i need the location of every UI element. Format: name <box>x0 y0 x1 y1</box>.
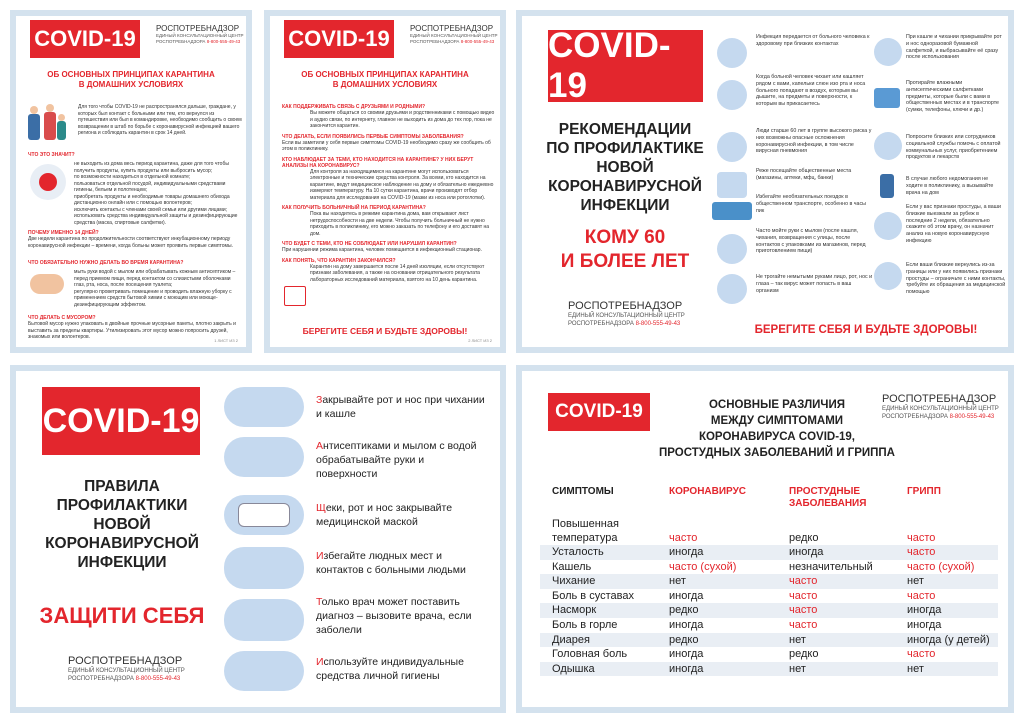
org-block <box>68 655 185 683</box>
cell-covid: иногда <box>669 546 704 558</box>
org-line: РОСПОТРЕБНАДЗОРА <box>410 39 460 44</box>
calendar-icon <box>717 172 747 198</box>
list-item: пользоваться отдельной посудой, индивидуальными средствами гигиены, бельем и полотенцем; <box>74 180 226 193</box>
cell-covid: часто <box>669 532 698 544</box>
org-line: РОСПОТРЕБНАДЗОРА <box>568 321 634 327</box>
face-touch-icon <box>717 274 747 304</box>
recommendation: В случае любого недомогания не ходите в поликлинику, а вызывайте врача на дом <box>906 176 994 196</box>
section-text: Две недели карантина по продолжительности соответствуют инкубационному периоду коронавирусной инфекции – времени, когда больны может проявить первые симптомы. <box>28 236 233 249</box>
cell-flu: часто <box>907 546 936 558</box>
title-line: ПРОФИЛАКТИКИ <box>56 497 188 514</box>
question: ЧТО ДЕЛАТЬ, ЕСЛИ ПОЯВИЛИСЬ ПЕРВЫЕ СИМПТОМЫ ЗАБОЛЕВАНИЯ? <box>282 133 464 140</box>
cell-cold: редко <box>789 648 819 661</box>
cell-flu: иногда <box>907 604 942 617</box>
org-block <box>882 393 999 421</box>
poster-quarantine-1 <box>10 10 252 353</box>
cell-cold: незначительный <box>789 560 873 573</box>
table-row <box>540 517 998 545</box>
title-line: ПРАВИЛА <box>84 478 160 495</box>
bus-icon <box>712 202 752 220</box>
header-cold-line: ПРОСТУДНЫЕ <box>789 486 861 497</box>
symptom-name: Кашель <box>552 560 592 573</box>
org-name: РОСПОТРЕБНАДЗОР <box>68 655 183 667</box>
cell-flu: часто (сухой) <box>907 560 975 573</box>
symptom-name: Одышка <box>552 662 595 675</box>
title-line: ОБ ОСНОВНЫХ ПРИНЦИПАХ КАРАНТИНА <box>301 70 469 79</box>
calendar-icon <box>284 286 306 306</box>
crowd-icon <box>224 547 304 589</box>
hand-illustration <box>30 274 64 294</box>
poster-title <box>270 70 500 90</box>
rule-text: спользуйте индивидуальные средства личной гигиены <box>316 656 464 682</box>
slogan: ЗАЩИТИ СЕБЯ <box>39 603 205 628</box>
rule-initial: И <box>316 656 324 668</box>
target-audience <box>536 226 714 274</box>
page-number: 1 ЛИСТ ИЗ 2 <box>214 338 238 343</box>
recommendation: Люди старше 60 лет в группе высокого риска у них возможны опасные осложнения коронавирусной инфекции, в том числе вирусная пневмония <box>756 128 872 155</box>
org-name: РОСПОТРЕБНАДЗОР <box>156 24 240 33</box>
question: ЧТО БУДЕТ С ТЕМИ, КТО НЕ СОБЛЮДАЕТ ИЛИ НАРУШИЛ КАРАНТИН? <box>282 241 457 247</box>
poster-title <box>26 477 218 572</box>
title-line: ИНФЕКЦИИ <box>77 554 167 571</box>
recommendations-right <box>906 34 1006 296</box>
recommendation: Протирайте влажными антисептическими салфетками предметы, которые были с вами в общественных местах и в транспорте (сумки, телефоны, ключи и др.) <box>906 80 1000 114</box>
table-row <box>540 603 998 618</box>
cell-covid: редко <box>669 633 699 646</box>
intro-text: Для того чтобы COVID-19 не распространялся дальше, граждане, у которых был контакт с больными или тем, кто вернулся из путешествия или был в командировке, необходимо сообщить о своем возвращении в штаб по борьбе с коронавирусной инфекцией вашего региона и соблюдать карантин в срок 14 дней. <box>78 104 242 136</box>
bag-icon <box>874 88 900 108</box>
recommendation: Если ваши близкие вернулись из-за границы или у них появились признаки простуды – ограничьте с ними контакты, требуйте их обращения за медицинской помощью <box>906 262 1006 296</box>
rule-text: акрывайте рот и нос при чихании и кашле <box>316 394 485 420</box>
answer: Вы можете общаться со своими друзьями и родственниками с помощью видео и аудио связи, по интернету, главное не выходить из дома до тех пор, пока не закончится карантин. <box>310 110 495 129</box>
rule-text: збегайте людных мест и контактов с больными людьми <box>316 550 466 576</box>
header-cold-line: ЗАБОЛЕВАНИЯ <box>789 498 867 509</box>
symptom-name: Насморк <box>552 604 597 617</box>
section-heading: ПОЧЕМУ ИМЕННО 14 ДНЕЙ? <box>28 230 99 236</box>
rule-item <box>316 439 486 481</box>
title-line: КОРОНАВИРУСНОЙ <box>45 535 199 552</box>
recommendation: Не трогайте немытыми руками лицо, рот, нос и глаза – так вирус может попасть в ваш организм <box>756 274 873 294</box>
cell-covid: редко <box>669 604 699 617</box>
answer: Карантин на дому завершается после 14 дней изоляции, если отсутствуют признаки заболевания, а также на основании отрицательного результата лабораторных исследований материала, взятого на 10 день карантина. <box>310 263 485 283</box>
cell-flu: часто <box>907 532 936 544</box>
org-phone: 8-800-555-49-43 <box>635 321 681 327</box>
covid-logo: COVID-19 <box>42 387 200 455</box>
rule-text: еки, рот и нос закрывайте медицинской маской <box>316 502 453 528</box>
covid-logo: COVID-19 <box>30 20 140 58</box>
cell-covid: иногда <box>669 589 704 602</box>
org-line: РОСПОТРЕБНАДЗОРА <box>882 414 948 420</box>
poster-quarantine-2 <box>264 10 506 353</box>
cell-cold: часто <box>789 575 818 588</box>
rules-list <box>74 161 242 226</box>
list-item: исключить контакты с членами своей семьи или другими лицами; <box>74 206 228 213</box>
section-heading: ЧТО ОБЯЗАТЕЛЬНО НУЖНО ДЕЛАТЬ ВО ВРЕМЯ КАРАНТИНА? <box>28 260 184 266</box>
audience-line: И БОЛЕЕ ЛЕТ <box>560 251 690 272</box>
header-symptoms: СИМПТОМЫ <box>552 486 614 497</box>
symptom-name: Повышенная <box>552 518 619 530</box>
section-heading: ЧТО ЭТО ЗНАЧИТ? <box>28 152 75 158</box>
symptom-name: Боль в суставах <box>552 589 634 602</box>
answer: При нарушении режима карантина, человек помещается в инфекционный стационар. <box>282 247 482 253</box>
list-item: мыть руки водой с мылом или обрабатывать кожным антисептиком – перед приемом пищи, перед контактом со слизистыми оболочками глаз, рта, носа, после посещения туалета; <box>74 269 236 288</box>
cell-flu: иногда (у детей) <box>907 633 990 646</box>
org-line: ЕДИНЫЙ КОНСУЛЬТАЦИОННЫЙ ЦЕНТР <box>568 313 685 319</box>
rule-text: олько врач может поставить диагноз – вызовите врача, если заболели <box>316 596 472 636</box>
covid-logo: COVID-19 <box>548 393 650 431</box>
org-name: РОСПОТРЕБНАДЗОР <box>882 393 997 405</box>
list-item: не выходить из дома весь период карантина, даже для того чтобы получить продукты, купить продукты или выбросить мусор; <box>74 161 229 174</box>
sneeze-icon <box>224 387 304 427</box>
doctor-icon <box>224 599 304 641</box>
org-phone: 8-800-555-49-43 <box>135 676 181 682</box>
recommendation: Когда больной человек чихает или кашляет рядом с вами, капельки слюн изо рта и носа больного попадают в воздух, которым вы дышите, на предметы и поверхности, к которым вы прикасаетесь <box>756 74 866 108</box>
list-item: приобретать продукты и необходимые товары домашнего обихода дистанционно онлайн или с помощью волонтеров; <box>74 193 230 206</box>
org-line: ЕДИНЫЙ КОНСУЛЬТАЦИОННЫЙ ЦЕНТР <box>410 33 498 38</box>
symptom-name: Головная боль <box>552 648 628 661</box>
title-line: КОРОНАВИРУСА COVID-19, <box>698 431 856 443</box>
cell-cold: нет <box>789 633 806 646</box>
title-line: В ДОМАШНИХ УСЛОВИЯХ <box>332 80 438 89</box>
hygiene-icon <box>224 651 304 691</box>
recommendation: Инфекция передается от больного человека к здоровому при близких контактах <box>756 34 870 47</box>
rules-list <box>74 269 242 308</box>
header-cold <box>789 486 866 510</box>
recommendation: Если у вас признаки простуды, а ваши близкие выезжали за рубеж в последние 2 недели, обязательно скажите об этом врачу, он назначит анализ на новую коронавирусную инфекцию <box>906 204 1001 244</box>
poster-title <box>652 397 902 461</box>
cell-covid: иногда <box>669 619 704 631</box>
org-phone: 8-800-555-49-43 <box>206 39 241 44</box>
question: КАК ПОЛУЧИТЬ БОЛЬНИЧНЫЙ НА ПЕРИОД КАРАНТИНА? <box>282 205 426 211</box>
title-line: ПО ПРОФИЛАКТИКЕ <box>546 140 704 157</box>
cell-flu: часто <box>907 648 936 661</box>
cell-cold: часто <box>789 589 818 602</box>
rule-item <box>316 549 486 577</box>
rule-text: нтисептиками и мылом с водой обрабатывайте руки и поверхности <box>316 440 477 480</box>
question: КАК ПОНЯТЬ, ЧТО КАРАНТИН ЗАКОНЧИЛСЯ? <box>282 257 396 264</box>
poster-symptoms-table <box>516 365 1014 713</box>
symptom-name: температура <box>552 532 618 544</box>
title-line: НОВОЙ <box>596 159 654 176</box>
sneeze-icon <box>717 80 747 110</box>
title-line: НОВОЙ <box>93 516 151 533</box>
org-line: РОСПОТРЕБНАДЗОРА <box>156 39 206 44</box>
family-icon <box>874 262 902 290</box>
symptom-name: Чихание <box>552 575 596 588</box>
cell-covid: иногда <box>669 662 704 675</box>
question: КТО НАБЛЮДАЕТ ЗА ТЕМИ, КТО НАХОДИТСЯ НА КАРАНТИНЕ? У НИХ БЕРУТ АНАЛИЗЫ НА КОРОНАВИРУС? <box>282 156 474 169</box>
title-line: ИНФЕКЦИИ <box>580 197 670 214</box>
cell-cold: часто <box>789 619 818 631</box>
table-row <box>540 633 998 648</box>
walking-icon <box>874 132 902 160</box>
poster-title <box>16 70 246 90</box>
covid-logo: COVID-19 <box>284 20 394 58</box>
cell-flu: иногда <box>907 619 942 631</box>
table-row <box>540 574 998 589</box>
cell-flu: часто <box>907 589 936 602</box>
title-line: ОСНОВНЫЕ РАЗЛИЧИЯ <box>708 399 846 411</box>
footer-slogan: БЕРЕГИТЕ СЕБЯ И БУДЬТЕ ЗДОРОВЫ! <box>754 324 978 336</box>
poster-protect-yourself <box>10 365 506 713</box>
cell-cold: редко <box>789 532 819 544</box>
list-item: по возможности находиться в отдельной комнате; <box>74 174 191 180</box>
audience-line: КОМУ 60 <box>584 227 666 248</box>
elderly-icon <box>717 132 747 162</box>
recommendations-left <box>756 34 874 294</box>
poster-title <box>536 120 714 215</box>
cell-cold: нет <box>789 662 806 675</box>
doctor-icon <box>874 212 902 240</box>
section-heading: ЧТО ДЕЛАТЬ С МУСОРОМ? <box>28 315 96 321</box>
title-line: ПРОСТУДНЫХ ЗАБОЛЕВАНИЙ И ГРИППА <box>659 447 895 459</box>
org-line: ЕДИНЫЙ КОНСУЛЬТАЦИОННЫЙ ЦЕНТР <box>156 33 244 38</box>
qa-block <box>282 100 496 283</box>
title-line: КОРОНАВИРУСНОЙ <box>548 178 702 195</box>
rule-item <box>316 501 486 529</box>
page-number: 2 ЛИСТ ИЗ 2 <box>468 338 492 343</box>
title-line: РЕКОМЕНДАЦИИ <box>558 121 692 138</box>
table-row <box>540 545 998 560</box>
mask-icon <box>224 495 304 535</box>
rule-item <box>316 595 486 637</box>
cell-cold: часто <box>789 604 818 617</box>
list-item: регулярно проветривать помещение и проводить влажную уборку с применением средств бытовой химии с моющим или моюще-дезинфицирующим эффектом. <box>74 288 232 308</box>
cell-covid: нет <box>669 575 686 588</box>
org-block <box>156 24 244 45</box>
org-phone: 8-800-555-49-43 <box>949 414 995 420</box>
table-row <box>540 560 998 575</box>
rule-initial: Щ <box>316 502 326 514</box>
rule-initial: З <box>316 394 323 406</box>
recommendation: Избегайте необязательных поездок в общественном транспорте, особенно в часы пик <box>756 194 866 214</box>
cell-covid: часто (сухой) <box>669 560 737 573</box>
header-flu: ГРИПП <box>907 486 941 497</box>
header-covid: КОРОНАВИРУС <box>669 486 747 497</box>
symptom-name: Усталость <box>552 546 604 558</box>
cell-flu: нет <box>907 662 924 675</box>
rule-initial: И <box>316 550 324 562</box>
recommendation: При кашле и чихании прикрывайте рот и нос одноразовой бумажной салфеткой, и выбрасывайте её сразу после использования <box>906 34 1002 61</box>
rule-item <box>316 655 486 683</box>
symptom-name: Боль в горле <box>552 619 618 631</box>
people-illustration <box>26 102 70 142</box>
org-name: РОСПОТРЕБНАДЗОР <box>410 24 494 33</box>
answer: Пока вы находитесь в режиме карантина дома, вам открывают лист нетрудоспособности на две недели. Чтобы получить больничный не нужно приходить в поликлинику, его можно заказать по телефону и его доставят на дом. <box>310 211 490 237</box>
virus-illustration <box>30 164 66 200</box>
org-line: ЕДИНЫЙ КОНСУЛЬТАЦИОННЫЙ ЦЕНТР <box>882 406 999 412</box>
no-contact-icon <box>717 38 747 68</box>
table-row <box>540 589 998 604</box>
answer: Если вы заметили у себя первые симптомы COVID-19 необходимо сразу же сообщить об этом в поликлинику. <box>282 139 491 152</box>
recommendation: Часто мойте руки с мылом (после кашля, чихания, возвращения с улицы, после контактов с упаковками из магазинов, перед приготовлением пищи) <box>756 228 866 255</box>
org-name: РОСПОТРЕБНАДЗОР <box>568 300 683 312</box>
footer-slogan: БЕРЕГИТЕ СЕБЯ И БУДЬТЕ ЗДОРОВЫ! <box>302 326 468 336</box>
recommendation: Реже посещайте общественные места (магазины, аптеки, мфц, банки) <box>756 168 852 181</box>
title-line: ОБ ОСНОВНЫХ ПРИНЦИПАХ КАРАНТИНА <box>47 70 215 79</box>
question: КАК ПОДДЕРЖИВАТЬ СВЯЗЬ С ДРУЗЬЯМИ И РОДНЫМИ? <box>282 104 426 110</box>
covid-logo: COVID-19 <box>548 30 703 102</box>
org-phone: 8-800-555-49-43 <box>460 39 495 44</box>
table-row <box>540 662 998 677</box>
org-block <box>410 24 498 45</box>
cell-cold: иногда <box>789 546 824 558</box>
recommendation: Попросите близких или сотрудников социальной службы помочь с оплатой коммунальных услуг, приобретением продуктов и лекарств <box>906 134 1001 161</box>
org-line: ЕДИНЫЙ КОНСУЛЬТАЦИОННЫЙ ЦЕНТР <box>68 668 185 674</box>
table-row <box>540 618 998 633</box>
rule-item <box>316 393 486 421</box>
org-block <box>568 300 685 328</box>
hand-sanitizer-icon <box>224 437 304 477</box>
table-row <box>540 647 998 662</box>
poster-60-plus <box>516 10 1014 353</box>
answer: Для контроля за находящимися на карантине могут использоваться электронные и технические средства контроля. За всеми, кто находится на карантине, ведут медицинское наблюдение на дому и обязательно ежедневно измеряют температуру. На 10 сутки карантина, врачи производят отбор материала для исследования на COVID-19 (мазки из носа или ротоглотки). <box>310 168 494 201</box>
title-line: МЕЖДУ СИМПТОМАМИ <box>710 415 844 427</box>
symptom-name: Диарея <box>552 633 590 646</box>
cough-icon <box>874 38 902 66</box>
rule-initial: А <box>316 440 324 452</box>
list-item: использовать средства индивидуальной защиты и дезинфицирующие средства (маска, спиртовые салфетки). <box>74 213 238 226</box>
title-line: В ДОМАШНИХ УСЛОВИЯХ <box>78 80 184 89</box>
handwash-icon <box>717 234 747 264</box>
section-text: Бытовой мусор нужно упаковать в двойные прочные мусорные пакеты, плотно закрыть и выставить за пределы квартиры. Утилизировать этот мусор можно попросить друзей, знакомых или волонтеров. <box>28 321 236 340</box>
rule-initial: Т <box>316 596 322 608</box>
org-line: РОСПОТРЕБНАДЗОРА <box>68 676 134 682</box>
symptoms-table <box>540 517 998 697</box>
phone-icon <box>880 174 894 198</box>
cell-covid: иногда <box>669 648 704 661</box>
cell-flu: нет <box>907 575 924 588</box>
